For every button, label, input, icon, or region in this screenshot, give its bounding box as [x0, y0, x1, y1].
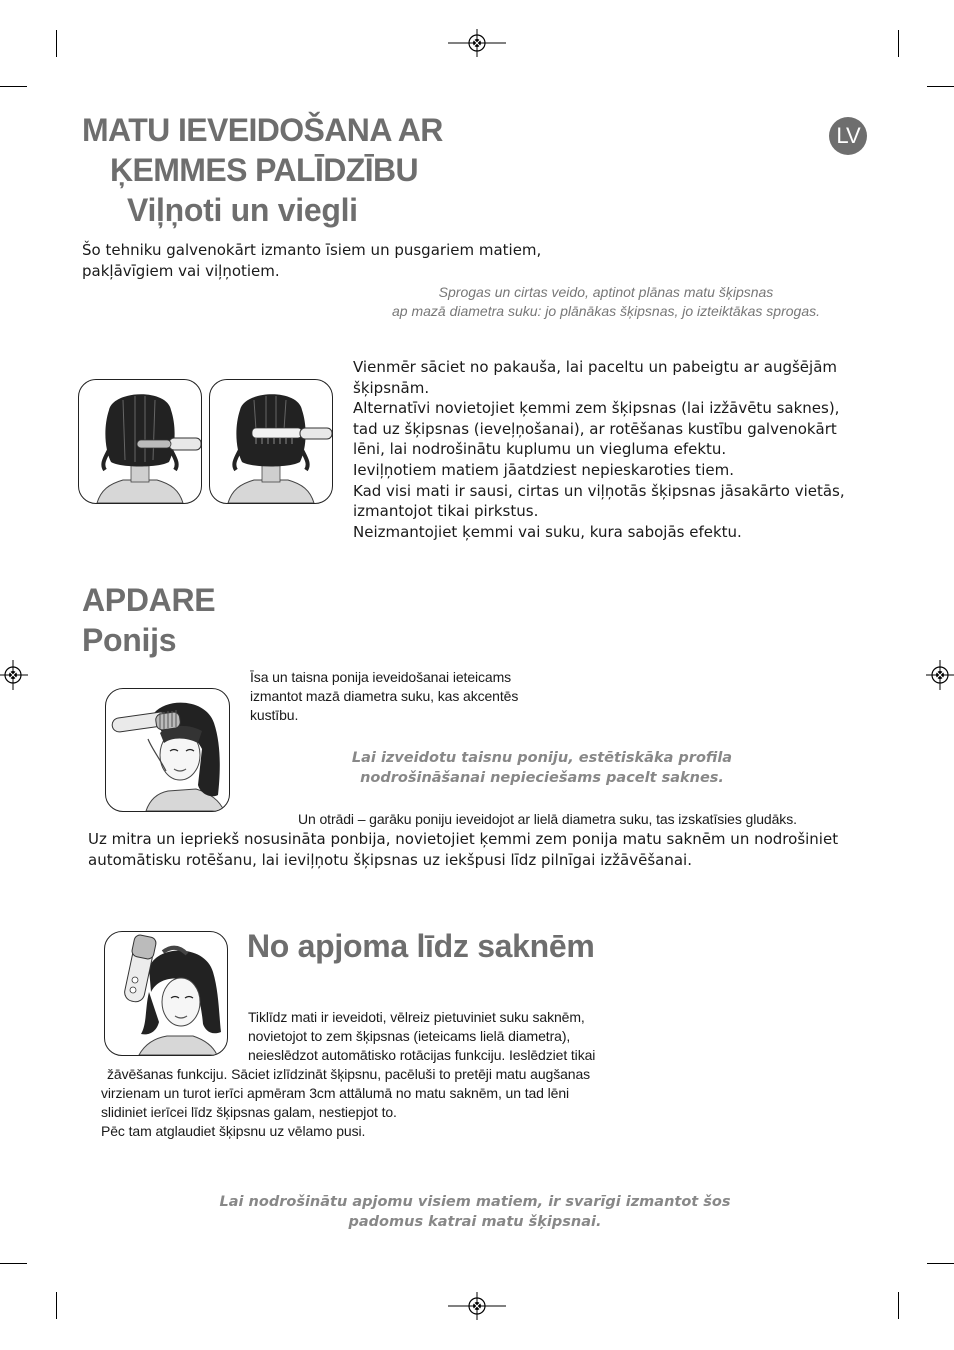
section3-title: No apjoma līdz saknēm: [247, 928, 595, 964]
section3-line: Tiklīdz mati ir ieveidoti, vēlreiz pietuviniet suku saknēm,: [248, 1009, 585, 1025]
illustration-back-head-brush-1: [78, 379, 202, 504]
registration-mark-left: [0, 660, 28, 690]
section3-note-line2: padomus katrai matu šķipsnai.: [348, 1214, 602, 1230]
instruction-line: Neizmantojiet ķemmi vai suku, kura sabojās efektu.: [353, 522, 742, 541]
illustration-root-volume-brush: [104, 931, 228, 1056]
section2-wet-line1: Uz mitra un iepriekš nosusināta ponbija, novietojiet ķemmi zem ponija matu saknēm un nodrošiniet: [88, 830, 839, 848]
section1-tip-line1: Sprogas un cirtas veido, aptinot plānas matu šķipsnas: [438, 284, 774, 300]
registration-mark-right: [926, 660, 954, 690]
section2-para-line3: kustību.: [250, 707, 299, 723]
section3-note-line1: Lai nodrošinātu apjomu visiem matiem, ir svarīgi izmantot šos: [219, 1194, 731, 1210]
registration-mark-top: [448, 29, 506, 57]
instruction-line: tad uz šķipsnas (ieveļņošanai), ar rotēšanas kustību galvenokārt: [353, 419, 837, 438]
instruction-line: lēni, lai nodrošinātu kuplumu un viegluma efektu.: [353, 440, 727, 459]
instruction-line: Kad visi mati ir sausi, cirtas un viļņotās šķipsnas jāsakārto vietās,: [353, 481, 845, 500]
section2-para-line1: Īsa un taisna ponija ieveidošanai ieteicams: [250, 669, 512, 685]
registration-mark-bottom: [448, 1292, 506, 1320]
instruction-line: šķipsnām.: [353, 378, 430, 397]
section1-subtitle: Viļņoti un viegli: [127, 192, 358, 228]
section2-contrast-line: Un otrādi – garāku poniju ieveidojot ar lielā diametra suku, tas izskatīsies gludāks.: [298, 811, 797, 827]
illustration-back-head-brush-2: [209, 379, 333, 504]
instruction-line: Alternatīvi novietojiet ķemmi zem šķipsnas (lai izžāvētu saknes),: [353, 399, 840, 418]
section3-line: slidiniet ierīcei līdz šķipsnas galam, nestiepjot to.: [101, 1104, 397, 1120]
section2-title: APDARE: [82, 582, 216, 618]
section1-tip-line2: ap mazā diametra suku: jo plānākas šķipsnas, jo izteiktākas sprogas.: [392, 303, 820, 319]
section2-note-line2: nodrošināšanai nepieciešams pacelt saknes.: [360, 770, 724, 786]
section1-intro-line1: Šo tehniku galvenokārt izmanto īsiem un pusgariem matiem,: [82, 241, 542, 259]
section3-line: virzienam un turot ierīci apmēram 3cm attālumā no matu saknēm, un tad lēni: [101, 1085, 570, 1101]
section3-line: neieslēdzot automātisko rotācijas funkciju. Ieslēdziet tikai: [248, 1047, 596, 1063]
section2-subtitle: Ponijs: [82, 622, 177, 658]
section3-line: novietojot to zem šķipsnas (ieteicams lielā diametra),: [248, 1028, 571, 1044]
section2-wet-line2: automātisku rotēšanu, lai ieviļņotu šķipsnas uz iekšpusi līdz pilnīgai izžāvēšanai.: [88, 851, 692, 869]
illustration-fringe-brush: [105, 688, 230, 812]
section3-line: Pēc tam atglaudiet šķipsnu uz vēlamo pusi.: [101, 1123, 366, 1139]
instruction-line: izmantojot tikai pirkstus.: [353, 502, 539, 521]
section2-para-line2: izmantot mazā diametra suku, kas akcentēs: [250, 688, 519, 704]
section1-intro-line2: pakļāvīgiem vai viļņotiem.: [82, 262, 280, 280]
instruction-line: Vienmēr sāciet no pakauša, lai paceltu un pabeigtu ar augšējām: [353, 358, 837, 376]
instruction-line: Ieviļņotiem matiem jāatdziest nepieskaroties tiem.: [353, 460, 734, 479]
section2-note-line1: Lai izveidotu taisnu poniju, estētiskāka profila: [351, 750, 733, 766]
language-badge: LV: [829, 117, 867, 155]
section1-title-line2: ĶEMMES PALĪDZĪBU: [110, 152, 419, 188]
section1-title-line1: MATU IEVEIDOŠANA AR: [82, 112, 443, 148]
section3-line: žāvēšanas funkciju. Sāciet izlīdzināt šķipsnu, pacēluši to pretēji matu augšanas: [107, 1066, 591, 1082]
section1-instructions: [353, 357, 853, 542]
